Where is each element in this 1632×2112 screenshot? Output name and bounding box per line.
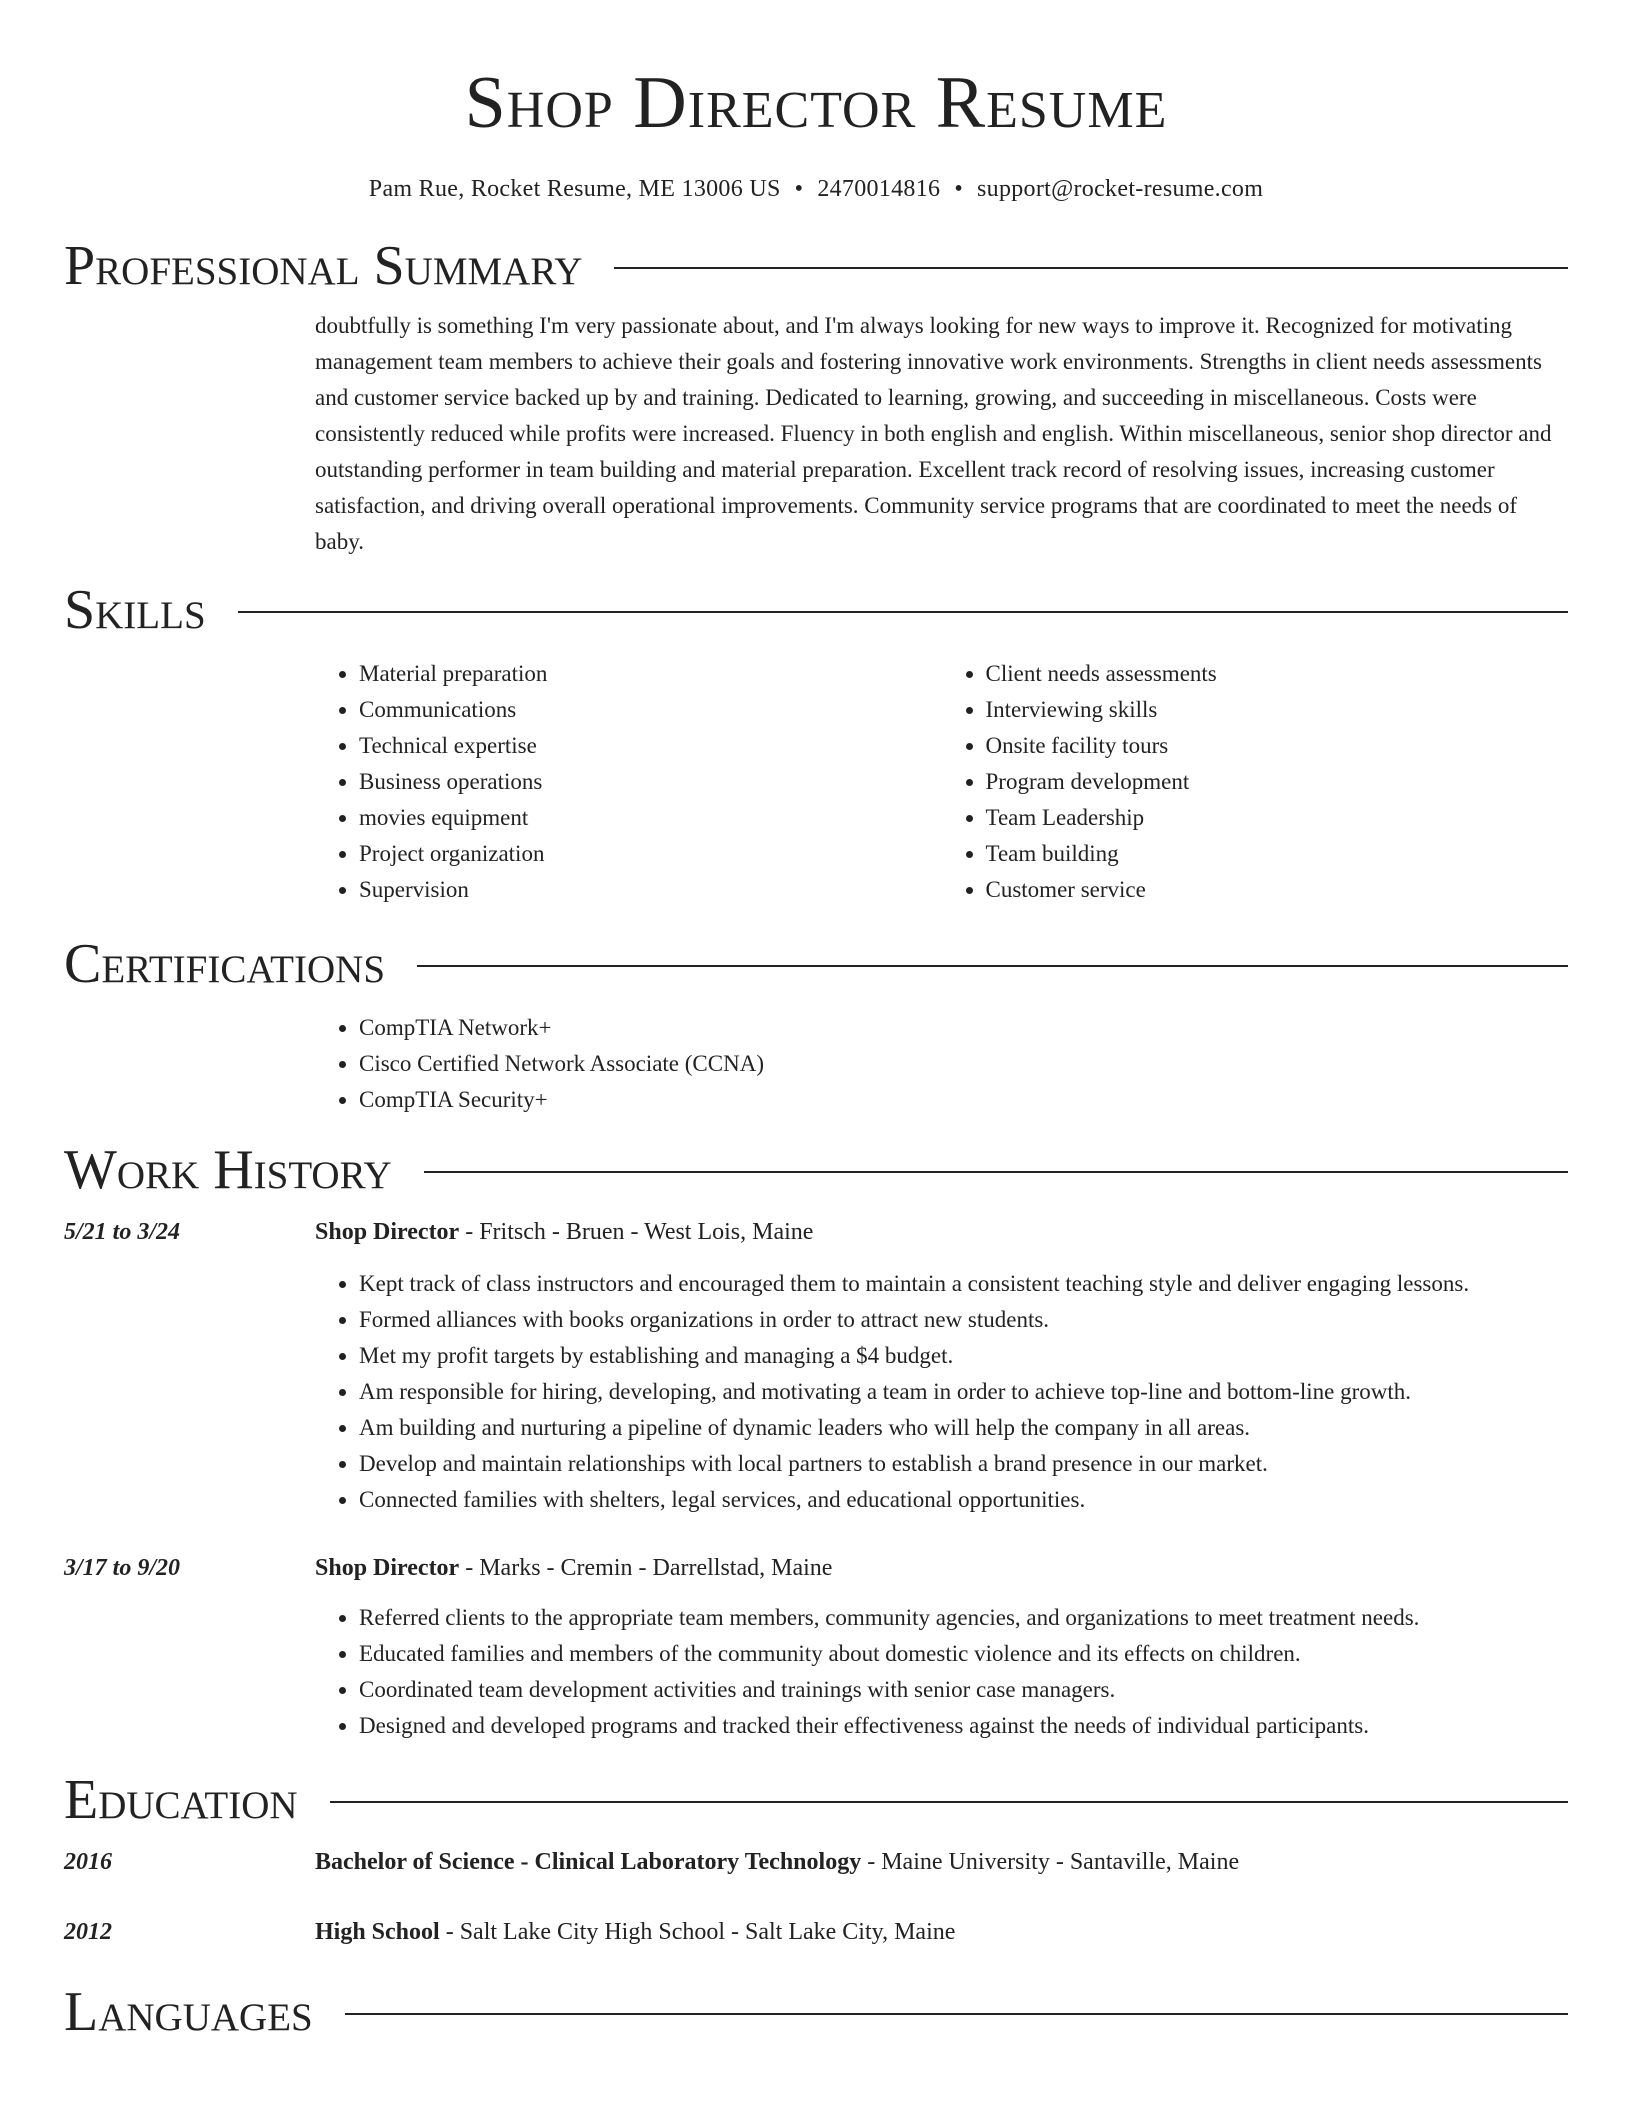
job-role: Shop Director bbox=[315, 1219, 460, 1245]
education-school: - Salt Lake City High School - Salt Lake City, Maine bbox=[439, 1919, 956, 1945]
contact-separator: • bbox=[954, 176, 964, 202]
job-employer: - Marks - Cremin - Darrellstad, Maine bbox=[459, 1555, 833, 1581]
job-bullet: • Connected families with shelters, legal services, and educational opportunities. bbox=[359, 1482, 1568, 1518]
contact-line bbox=[64, 174, 1568, 204]
skill-item: • Business operations bbox=[359, 764, 942, 800]
section-divider bbox=[330, 1801, 1568, 1803]
skill-item: • Supervision bbox=[359, 872, 942, 908]
skill-item: • movies equipment bbox=[359, 800, 942, 836]
job-role: Shop Director bbox=[315, 1555, 460, 1581]
job-title-line bbox=[315, 1550, 832, 1586]
job-bullet: • Educated families and members of the community about domestic violence and its effects on children. bbox=[359, 1636, 1568, 1672]
skill-item: • Program development bbox=[986, 764, 1569, 800]
resume-page bbox=[64, 0, 1568, 2044]
job-header bbox=[64, 1214, 1568, 1250]
job-entry bbox=[64, 1214, 1568, 1518]
certification-item: • Cisco Certified Network Associate (CCNA) bbox=[359, 1046, 1568, 1082]
section-divider bbox=[345, 2013, 1568, 2015]
certification-item: • CompTIA Network+ bbox=[359, 1010, 1568, 1046]
job-entry bbox=[64, 1550, 1568, 1744]
skill-item: • Material preparation bbox=[359, 656, 942, 692]
certification-item: • CompTIA Security+ bbox=[359, 1082, 1568, 1118]
job-dates: 5/21 to 3/24 bbox=[64, 1219, 181, 1245]
skill-item: • Team building bbox=[986, 836, 1569, 872]
job-employer: - Fritsch - Bruen - West Lois, Maine bbox=[459, 1219, 814, 1245]
certifications-section-header bbox=[64, 932, 1568, 996]
education-school: - Maine University - Santaville, Maine bbox=[861, 1849, 1240, 1875]
job-bullet: • Am responsible for hiring, developing, and motivating a team in order to achieve top-line and bottom-line growth. bbox=[359, 1374, 1568, 1410]
job-bullet-list bbox=[315, 1266, 1568, 1518]
job-bullet: • Coordinated team development activities and trainings with senior case managers. bbox=[359, 1672, 1568, 1708]
summary-text: doubtfully is something I'm very passionate about, and I'm always looking for new ways to improve it. Recognized for motivating management team members to achieve their goals and fostering innovative work environments. Strengths in client needs assessments and customer service backed up by and training. Dedicated to learning, growing, and succeeding in miscellaneous. Costs were consistently reduced while profits were increased. Fluency in both english and english. Within miscellaneous, senior shop director and outstanding performer in team building and material preparation. Excellent track record of resolving issues, increasing customer satisfaction, and driving overall operational improvements. Community service programs that are coordinated to meet the needs of baby. bbox=[315, 313, 1552, 554]
skill-item: • Project organization bbox=[359, 836, 942, 872]
work-section-header bbox=[64, 1138, 1568, 1202]
skill-item: • Team Leadership bbox=[986, 800, 1569, 836]
contact-separator: • bbox=[794, 176, 804, 202]
education-degree: Bachelor of Science - Clinical Laboratory Technology bbox=[315, 1849, 862, 1875]
education-entry bbox=[64, 1844, 1568, 1880]
job-bullet-list bbox=[315, 1600, 1568, 1744]
job-bullet: • Develop and maintain relationships with local partners to establish a brand presence in our market. bbox=[359, 1446, 1568, 1482]
skills-list-right bbox=[942, 656, 1569, 908]
education-year: 2016 bbox=[64, 1849, 112, 1875]
section-divider bbox=[424, 1171, 1568, 1173]
skill-item: • Technical expertise bbox=[359, 728, 942, 764]
job-bullet: • Referred clients to the appropriate team members, community agencies, and organizations to meet treatment needs. bbox=[359, 1600, 1568, 1636]
education-degree: High School bbox=[315, 1919, 440, 1945]
skills-heading: Skills bbox=[64, 579, 206, 641]
languages-section-header bbox=[64, 1980, 1568, 2044]
job-bullet: • Met my profit targets by establishing and managing a $4 budget. bbox=[359, 1338, 1568, 1374]
job-title-line bbox=[315, 1214, 813, 1250]
skills-list-left bbox=[315, 656, 942, 908]
education-line bbox=[315, 1844, 1239, 1880]
job-duties bbox=[315, 1266, 1568, 1518]
education-section-header bbox=[64, 1768, 1568, 1832]
contact-email[interactable]: support@rocket-resume.com bbox=[977, 176, 1264, 202]
work-heading: Work History bbox=[64, 1139, 392, 1201]
job-duties bbox=[315, 1600, 1568, 1744]
languages-heading: Languages bbox=[64, 1981, 313, 2043]
section-divider bbox=[614, 267, 1568, 269]
certifications-heading: Certifications bbox=[64, 933, 386, 995]
job-dates: 3/17 to 9/20 bbox=[64, 1555, 181, 1581]
section-divider bbox=[417, 965, 1568, 967]
contact-address: Pam Rue, Rocket Resume, ME 13006 US bbox=[368, 176, 781, 202]
section-divider bbox=[238, 611, 1568, 613]
summary-section-header bbox=[64, 234, 1568, 298]
skill-item: • Onsite facility tours bbox=[986, 728, 1569, 764]
skill-item: • Communications bbox=[359, 692, 942, 728]
skill-item: • Client needs assessments bbox=[986, 656, 1569, 692]
skills-grid bbox=[315, 656, 1568, 908]
job-bullet: • Kept track of class instructors and encouraged them to maintain a consistent teaching style and deliver engaging lessons. bbox=[359, 1266, 1568, 1302]
contact-phone: 2470014816 bbox=[817, 176, 941, 202]
skill-item: • Interviewing skills bbox=[986, 692, 1569, 728]
resume-title: Shop Director Resume bbox=[464, 62, 1168, 144]
skill-item: • Customer service bbox=[986, 872, 1569, 908]
job-bullet: • Formed alliances with books organizations in order to attract new students. bbox=[359, 1302, 1568, 1338]
education-heading: Education bbox=[64, 1769, 298, 1831]
job-bullet: • Designed and developed programs and tracked their effectiveness against the needs of individual participants. bbox=[359, 1708, 1568, 1744]
job-header bbox=[64, 1550, 1568, 1586]
certifications-block bbox=[315, 1010, 1568, 1118]
education-entry bbox=[64, 1914, 1568, 1950]
education-line bbox=[315, 1914, 955, 1950]
education-year: 2012 bbox=[64, 1919, 112, 1945]
skills-section-header bbox=[64, 578, 1568, 642]
certifications-list bbox=[315, 1010, 1568, 1118]
summary-heading: Professional Summary bbox=[64, 235, 583, 297]
job-bullet: • Am building and nurturing a pipeline of dynamic leaders who will help the company in all areas. bbox=[359, 1410, 1568, 1446]
